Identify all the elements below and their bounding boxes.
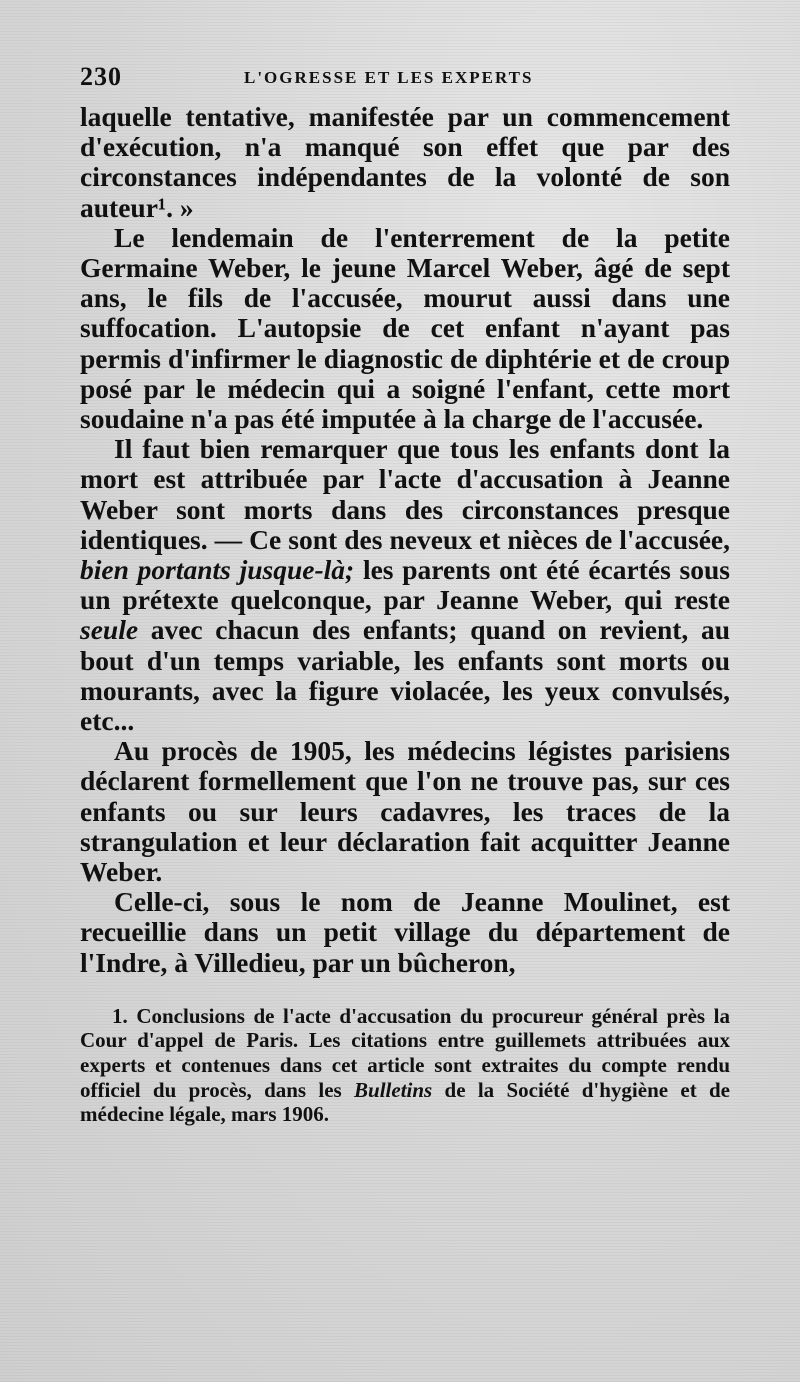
body-text [80,102,730,978]
italic-word: seule [80,614,139,646]
paragraph-moulinet: Celle-ci, sous le nom de Jeanne Moulinet, est recueillie dans un petit village du département de l'Indre, à Villedieu, par un bûcheron, [80,886,730,978]
running-title: L'OGRESSE ET LES EXPERTS [244,68,534,87]
paragraph-marcel-weber: Le lendemain de l'enterrement de la petite Germaine Weber, le jeune Marcel Weber, âgé de sept ans, le fils de l'accusée, mourut aussi dans une suffocation. L'autopsie de cet enfant n'ayant pas permis d'infirmer le diagnostic de diphtérie et de croup posé par le médecin qui a soigné l'enfant, cette mort soudaine n'a pas été imputée à la charge de l'accusée. [80,221,730,435]
paragraph-circumstances [80,434,730,736]
paragraph-trial-1905: Au procès de 1905, les médecins légistes parisiens déclarent formellement que l'on ne trouve pas, sur ces enfants ou sur leurs cadavres, les traces de la strangulation et leur déclaration fait acquitter Jeanne Weber. [80,735,730,888]
paragraph-text: Il faut bien remarquer que tous les enfants dont la mort est attribuée par l'acte d'accusation à Jeanne Weber sont morts dans des circonstances presque identiques. — Ce sont des neveux et nièces de l'accusée, [80,433,730,555]
running-head [80,62,730,94]
italic-phrase: bien portants jusque-là; [80,554,355,586]
page-number: 230 [80,62,122,91]
footnote-text [80,1004,730,1127]
paragraph-text: avec chacun des enfants; quand on revient, au bout d'un temps variable, les enfants sont morts ou mourants, avec la figure violacée, les yeux convulsés, etc... [80,614,730,737]
paragraph-text: les parents ont été écartés sous un prétexte quelconque, par Jeanne Weber, qui reste [80,554,730,616]
paragraph-continuation: laquelle tentative, manifestée par un commencement d'exécution, n'a manqué son effet que par des circonstances indépendantes de la volonté de son auteur¹. » [80,101,730,223]
footnote [80,1004,730,1127]
footnote-part: 1. Conclusions de l'acte d'accusation du procureur général près la Cour d'appel de Paris. Les citations entre guillemets attribuées aux experts et contenues dans cet article sont extraites du compte rendu officiel du procès, dans les [80,1003,730,1102]
footnote-part: de la Société d'hygiène et de médecine légale, mars 1906. [80,1077,730,1127]
footnote-italic: Bulletins [354,1077,433,1102]
